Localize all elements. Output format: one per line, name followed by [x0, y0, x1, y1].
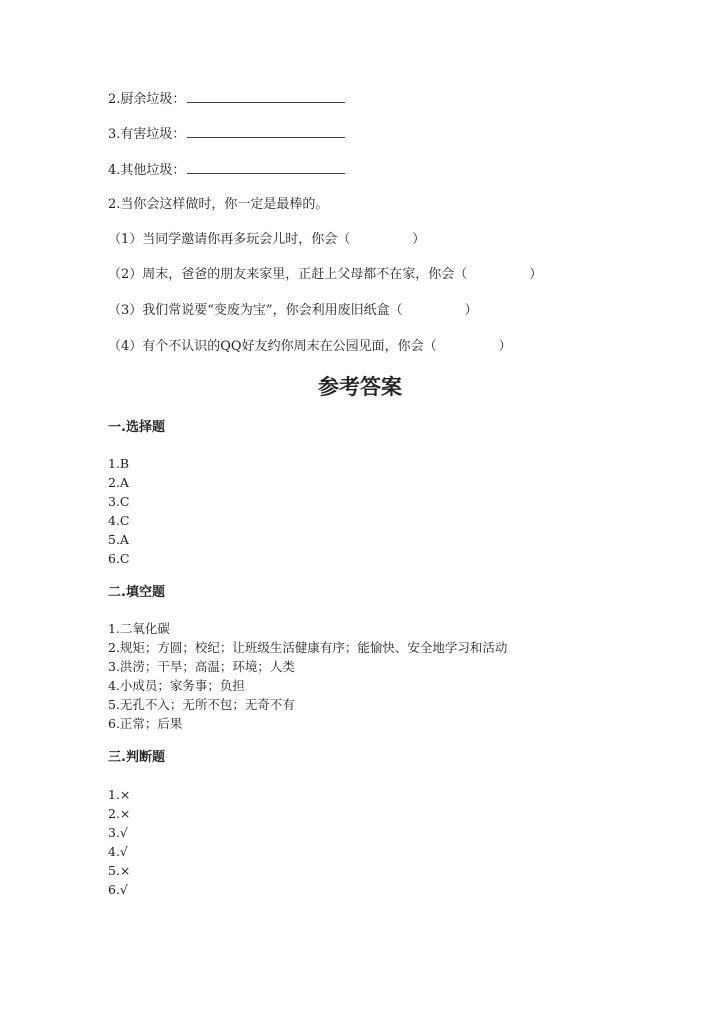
- section-heading-multiple-choice: 一.选择题: [108, 420, 165, 435]
- sub-question-text: （2）周末，爸爸的朋友来家里，正赶上父母都不在家，你会（: [108, 267, 468, 282]
- answer-item: 2.规矩；方圆；校纪；让班级生活健康有序；能愉快、安全地学习和活动: [108, 640, 508, 655]
- answer-item: 1.B: [108, 456, 130, 471]
- fill-line-label: 4.其他垃圾：: [108, 163, 186, 178]
- answer-item: 6.正常；后果: [108, 716, 183, 731]
- fill-line-label: 3.有害垃圾：: [108, 127, 186, 142]
- close-paren: ）: [464, 303, 478, 318]
- close-paren: ）: [529, 267, 543, 282]
- answer-item: 1.二氧化碳: [108, 621, 170, 636]
- close-paren: ）: [412, 232, 426, 247]
- answer-item: 5.无孔不入；无所不包；无奇不有: [108, 697, 295, 712]
- sub-question-text: （4）有个不认识的QQ好友约你周末在公园见面，你会（: [108, 339, 437, 354]
- answer-item: 4.C: [108, 513, 130, 528]
- section-heading-fill-in: 二.填空题: [108, 585, 165, 600]
- sub-question-1: [108, 232, 425, 248]
- answer-list-true-false: [108, 785, 130, 899]
- answer-item: 2.×: [108, 806, 131, 821]
- answer-blank: [187, 125, 345, 138]
- answer-item: 5.A: [108, 532, 129, 547]
- answer-list-multiple-choice: [108, 454, 130, 568]
- answer-item: 6.C: [108, 551, 130, 566]
- sub-question-text: （3）我们常说要“变废为宝”，你会利用废旧纸盒（: [108, 303, 403, 318]
- answer-item: 6.√: [108, 882, 128, 897]
- question-2-title: 2.当你会这样做时，你一定是最棒的。: [108, 197, 329, 212]
- answer-item: 4.√: [108, 844, 128, 859]
- answer-list-fill-in: [108, 619, 507, 733]
- fill-line-other-waste: [108, 161, 345, 179]
- sub-question-text: （1）当同学邀请你再多玩会儿时，你会（: [108, 232, 351, 247]
- answer-item: 5.×: [108, 863, 131, 878]
- close-paren: ）: [498, 339, 512, 354]
- answer-item: 3.洪涝；干旱；高温；环境；人类: [108, 659, 295, 674]
- answer-item: 3.√: [108, 825, 128, 840]
- answer-item: 4.小成员；家务事；负担: [108, 678, 245, 693]
- answer-key-title: 参考答案: [318, 375, 402, 399]
- fill-line-kitchen-waste: [108, 90, 345, 108]
- answer-item: 1.×: [108, 787, 131, 802]
- fill-line-hazardous-waste: [108, 125, 345, 143]
- section-heading-true-false: 三.判断题: [108, 750, 165, 765]
- answer-blank: [187, 90, 345, 103]
- sub-question-2: [108, 267, 542, 283]
- sub-question-3: [108, 303, 478, 319]
- answer-item: 2.A: [108, 475, 129, 490]
- answer-item: 3.C: [108, 494, 130, 509]
- sub-question-4: [108, 339, 512, 355]
- answer-blank: [187, 161, 345, 174]
- fill-line-label: 2.厨余垃圾：: [108, 92, 186, 107]
